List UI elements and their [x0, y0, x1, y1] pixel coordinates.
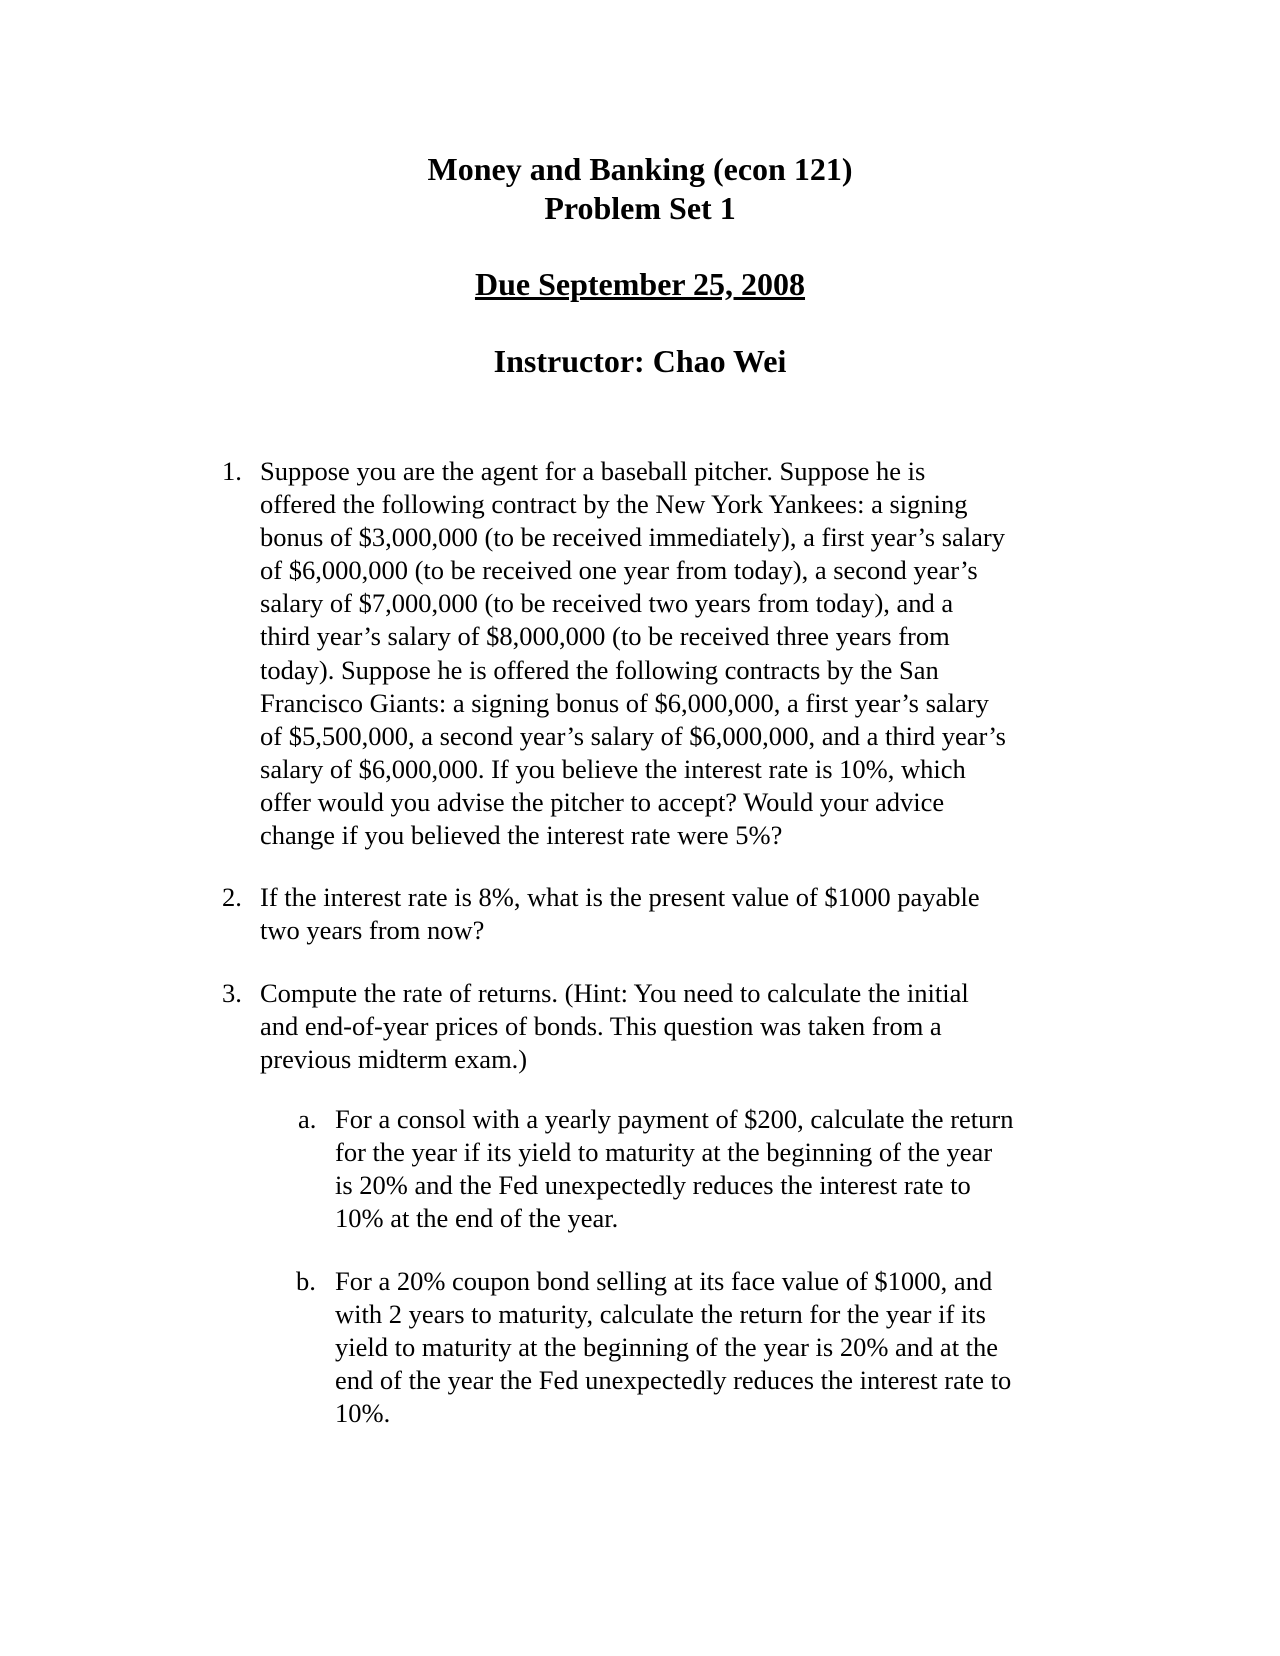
question-line: Suppose you are the agent for a baseball pitcher. Suppose he is: [260, 456, 926, 486]
question-2-number: 2.: [222, 882, 242, 912]
question-line: offer would you advise the pitcher to accept? Would your advice: [260, 786, 945, 817]
question-line: salary of $6,000,000. If you believe the interest rate is 10%, which: [260, 753, 966, 784]
question-3b-text: [335, 1265, 1080, 1430]
question-3a-text: [335, 1103, 1080, 1235]
question-line: is 20% and the Fed unexpectedly reduces the interest rate to: [335, 1170, 971, 1201]
question-line: previous midterm exam.): [260, 1044, 528, 1075]
question-line: for the year if its yield to maturity at the beginning of the year: [335, 1137, 993, 1168]
question-3a-label: a.: [298, 1104, 317, 1134]
question-line: For a 20% coupon bond selling at its face value of $1000, and: [335, 1266, 993, 1296]
problem-set-title: Problem Set 1: [544, 190, 736, 226]
question-line: For a consol with a yearly payment of $200, calculate the return: [335, 1104, 1014, 1134]
question-line: and end-of-year prices of bonds. This question was taken from a: [260, 1011, 942, 1042]
question-line: salary of $7,000,000 (to be received two years from today), and a: [260, 588, 954, 619]
question-line: today). Suppose he is offered the following contracts by the San: [260, 654, 939, 685]
question-line: change if you believed the interest rate were 5%?: [260, 820, 783, 851]
question-line: Francisco Giants: a signing bonus of $6,000,000, a first year’s salary: [260, 687, 989, 718]
due-date: Due September 25, 2008: [474, 266, 806, 302]
question-line: end of the year the Fed unexpectedly reduces the interest rate to: [335, 1365, 1012, 1396]
question-line: offered the following contract by the New York Yankees: a signing: [260, 489, 968, 520]
question-line: Compute the rate of returns. (Hint: You need to calculate the initial: [260, 978, 969, 1008]
instructor-name: Instructor: Chao Wei: [493, 343, 787, 379]
question-line: of $5,500,000, a second year’s salary of $6,000,000, and a third year’s: [260, 720, 1006, 751]
question-2-text: [260, 881, 1080, 947]
question-line: third year’s salary of $8,000,000 (to be received three years from: [260, 621, 950, 652]
question-line: If the interest rate is 8%, what is the present value of $1000 payable: [260, 882, 980, 912]
question-1-number: 1.: [222, 456, 242, 486]
question-line: 10% at the end of the year.: [335, 1203, 619, 1234]
question-3b-label: b.: [296, 1266, 316, 1296]
question-1-text: [260, 455, 1080, 852]
question-3-text: [260, 977, 1080, 1076]
question-line: bonus of $3,000,000 (to be received immediately), a first year’s salary: [260, 522, 1005, 553]
question-line: two years from now?: [260, 915, 485, 946]
question-line: yield to maturity at the beginning of the year is 20% and at the: [335, 1332, 999, 1363]
question-line: 10%.: [335, 1398, 391, 1429]
course-title: Money and Banking (econ 121): [427, 151, 853, 187]
question-3-number: 3.: [222, 978, 242, 1008]
question-line: with 2 years to maturity, calculate the return for the year if its: [335, 1299, 986, 1330]
question-line: of $6,000,000 (to be received one year from today), a second year’s: [260, 555, 978, 586]
